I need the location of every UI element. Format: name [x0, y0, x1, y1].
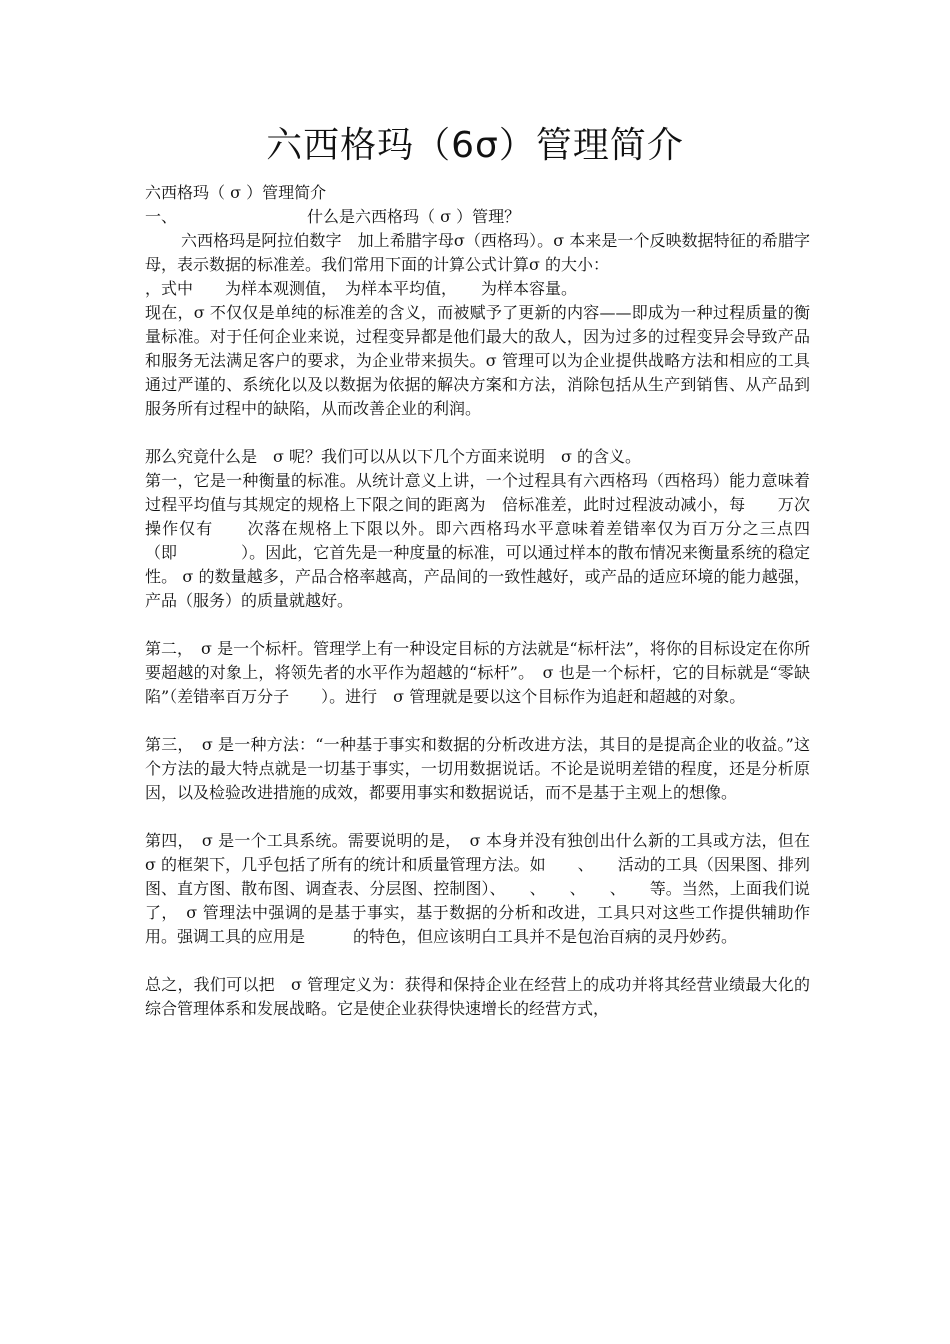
paragraph-what-is-sigma: 那么究竟什么是 σ 呢？我们可以从以下几个方面来说明 σ 的含义。 — [145, 447, 642, 466]
paragraph-third-method: 第三， σ 是一种方法：“一种基于事实和数据的分析改进方法，其目的是提高企业的收益。”这个方法的最大特点就是一切基于事实，一切用数据说话。不论是说明差错的程度，还是分析原因，以及检验改进措施的成效，都要用事实和数据说话，而不是基于主观上的想像。 — [145, 735, 810, 802]
paragraph-formula-legend: ，式中 为样本观测值， 为样本平均值， 为样本容量。 — [145, 279, 578, 298]
document-body — [145, 181, 827, 1021]
paragraph-current-meaning: 现在，σ 不仅仅是单纯的标准差的含义，而被赋予了更新的内容——即成为一种过程质量的衡量标准。对于任何企业来说，过程变异都是他们最大的敌人，因为过多的过程变异会导致产品和服务无法满足客户的要求，为企业带来损失。σ 管理可以为企业提供战略方法和相应的工具通过严谨的、系统化以及以数据为依据的解决方案和方法，消除包括从生产到销售、从产品到服务所有过程中的缺陷，从而改善企业的利润。 — [145, 303, 810, 418]
paragraph-fourth-toolset: 第四， σ 是一个工具系统。需要说明的是， σ 本身并没有独创出什么新的工具或方法，但在 σ 的框架下，几乎包括了所有的统计和质量管理方法。如 、 活动的工具（因果图、排列图、直方图、散布图、调查表、分层图、控制图）、 、 、 、 等。当然，上面我们说了， σ 管理法中强调的是基于事实，基于数据的分析和改进，工具只对这些工作提供辅助作用。强调工具的应用是 的特色，但应该明白工具并不是包治百病的灵丹妙药。 — [145, 831, 827, 946]
document-title: 六西格玛（6σ）管理简介 — [266, 125, 684, 167]
intro-heading: 六西格玛（ σ ）管理简介 — [145, 183, 327, 202]
section-title: 什么是六西格玛（ σ ）管理？ — [307, 207, 521, 226]
paragraph-second-benchmark: 第二， σ 是一个标杆。管理学上有一种设定目标的方法就是“标杆法”，将你的目标设定在你所要超越的对象上，将领先者的水平作为超越的“标杆”。 σ 也是一个标杆，它的目标就是“零缺陷”（差错率百万分子 ）。进行 σ 管理就是要以这个目标作为追赶和超越的对象。 — [145, 639, 810, 706]
paragraph-definition: 六西格玛是阿拉伯数字 加上希腊字母σ（西格玛）。σ 本来是一个反映数据特征的希腊字母，表示数据的标准差。我们常用下面的计算公式计算σ 的大小： — [145, 231, 810, 274]
paragraph-summary: 总之，我们可以把 σ 管理定义为：获得和保持企业在经营上的成功并将其经营业绩最大化的综合管理体系和发展战略。它是使企业获得快速增长的经营方式， — [145, 975, 810, 1018]
section-number: 一、 — [145, 207, 178, 226]
paragraph-first-standard: 第一，它是一种衡量的标准。从统计意义上讲，一个过程具有六西格玛（西格玛）能力意味着过程平均值与其规定的规格上下限之间的距离为 倍标准差，此时过程波动减小，每 万次操作仅有 次落在规格上下限以外。即六西格玛水平意味着差错率仅为百万分之三点四（即 ）。因此，它首先是一种度量的标准，可以通过样本的散布情况来衡量系统的稳定性。 σ 的数量越多，产品合格率越高，产品间的一致性越好，或产品的适应环境的能力越强，产品（服务）的质量就越好。 — [145, 471, 810, 610]
section-heading — [145, 205, 810, 229]
